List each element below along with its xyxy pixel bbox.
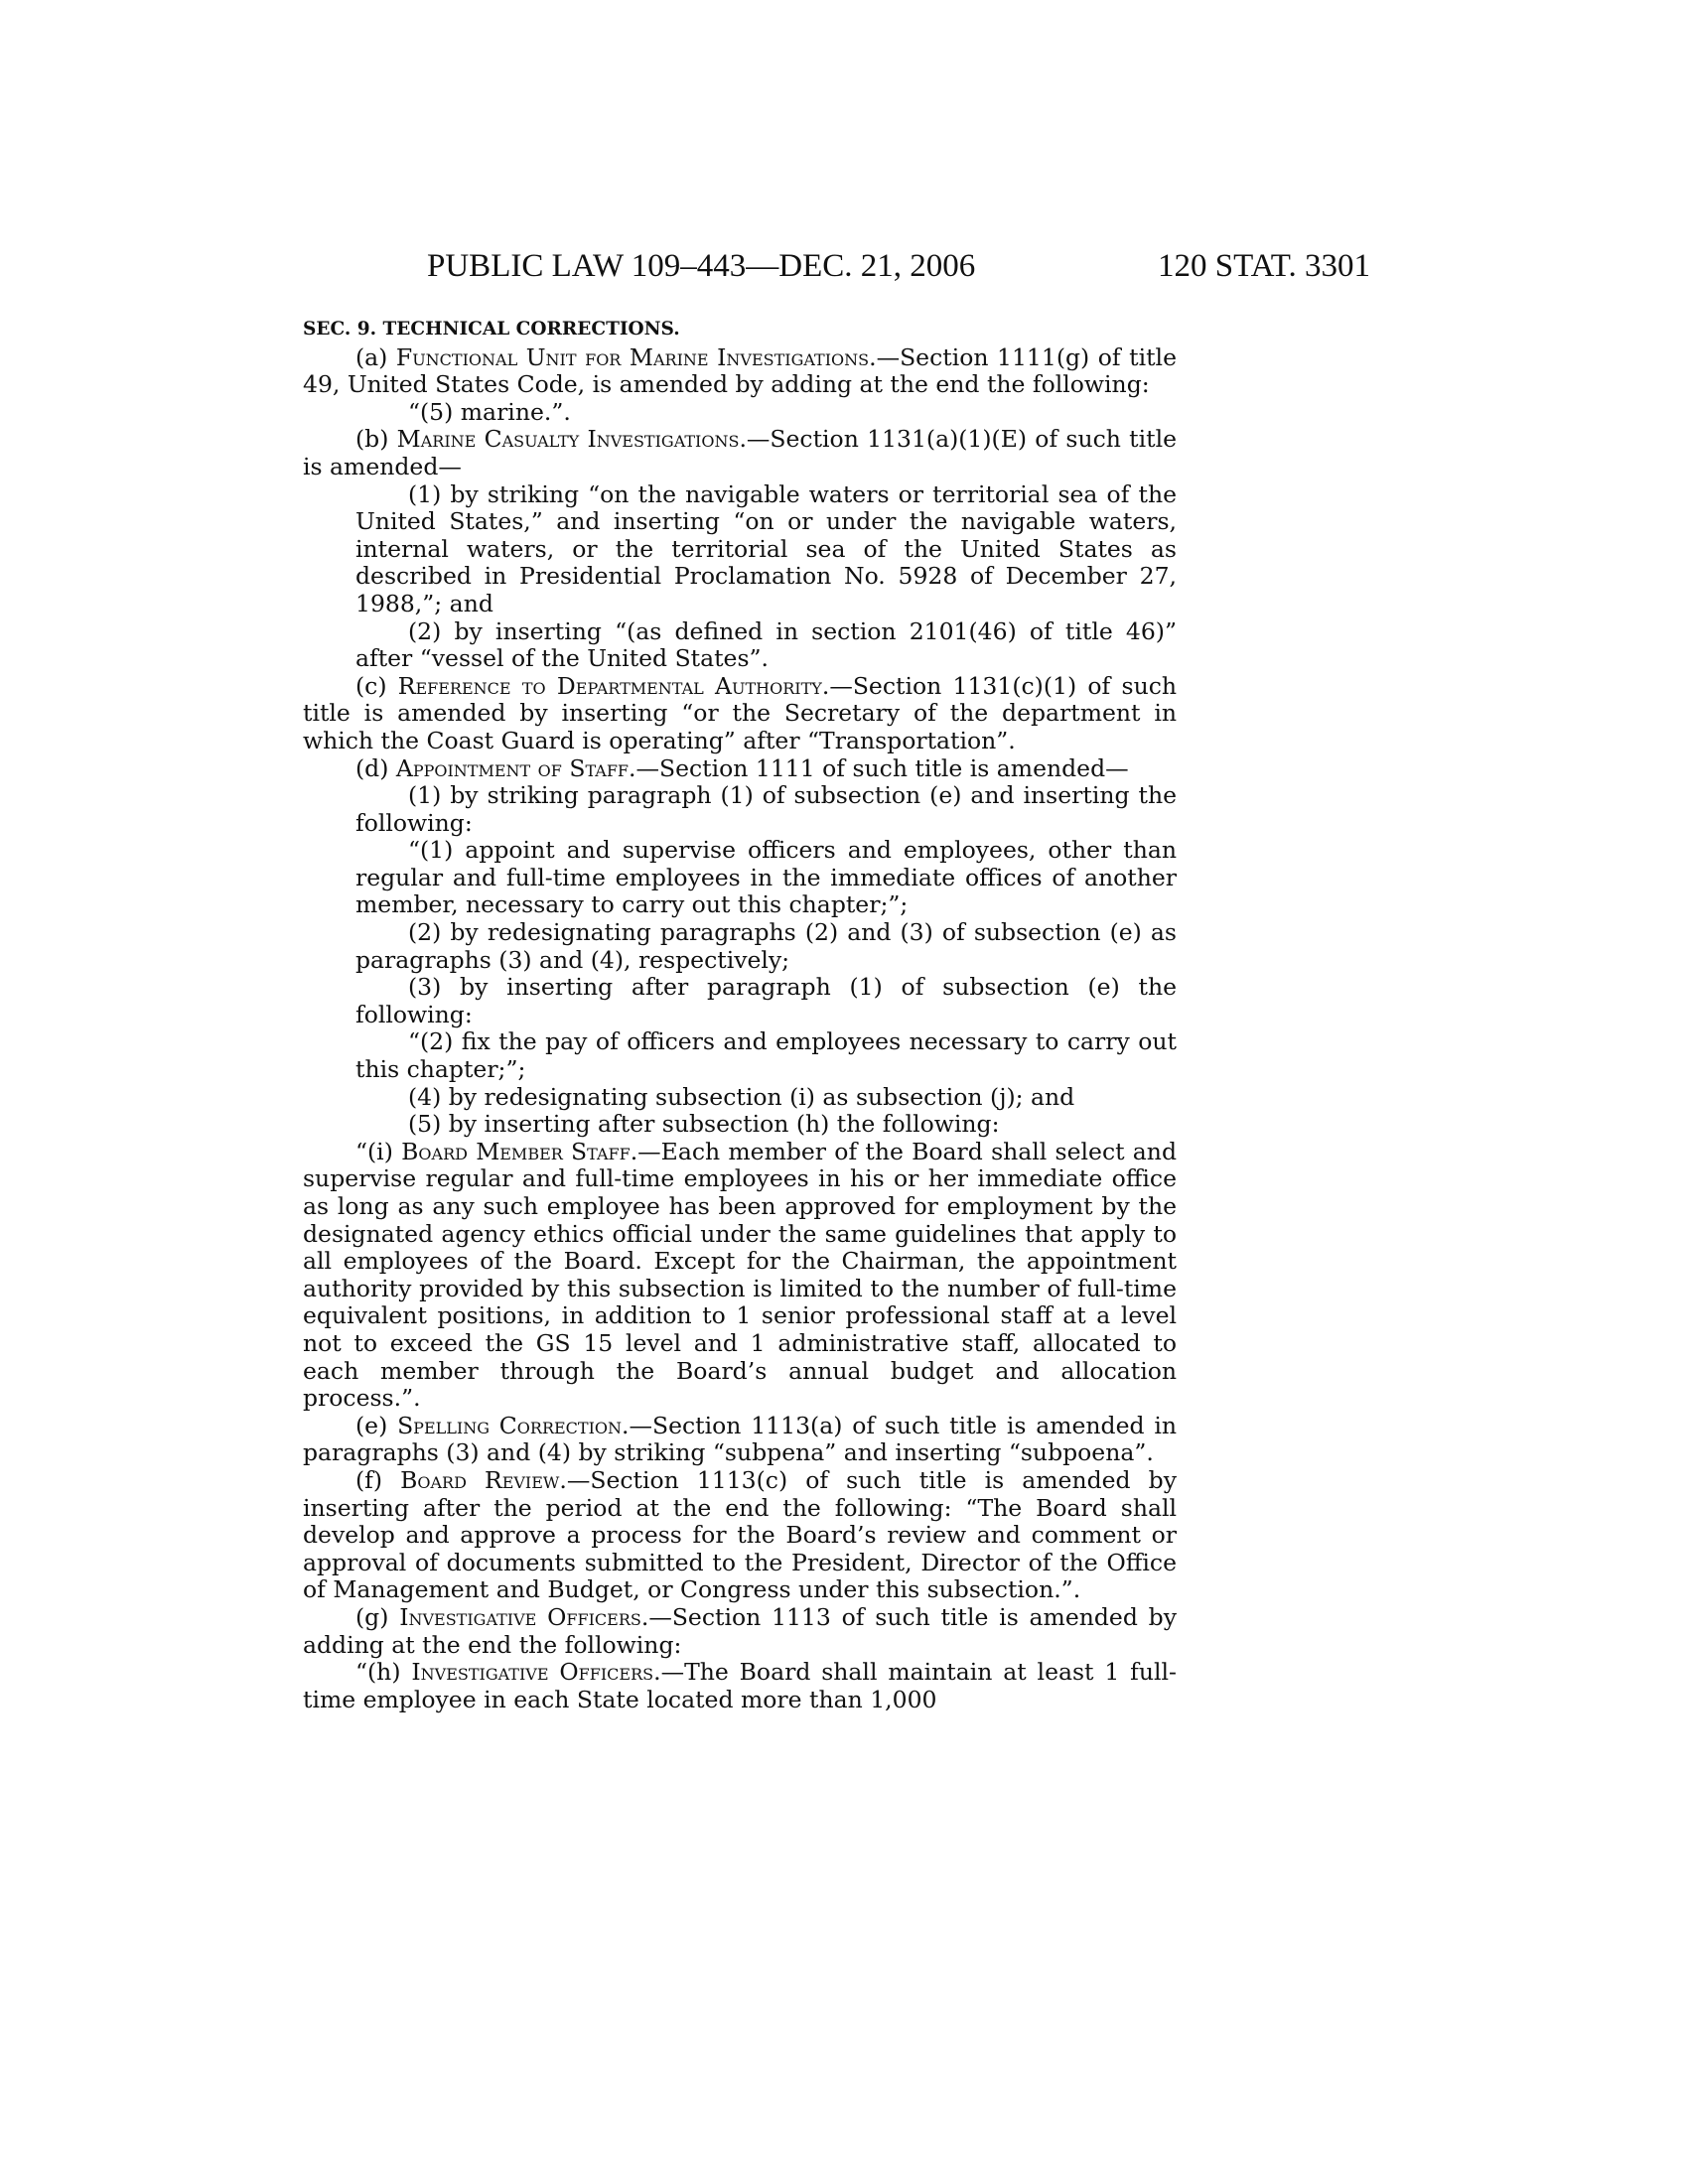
paragraph-caption: Appointment of Staff [395,753,630,782]
paragraph-text: “(5) marine.”. [408,397,571,426]
paragraph [303,1028,1177,1083]
paragraph [303,426,1177,480]
paragraph-text: (2) by inserting “(as defined in section 2101(46) of title 46)” after “vessel of the United States”. [355,616,1177,673]
paragraph-caption: Investigative Officers [399,1602,641,1631]
paragraph-text: (4) by redesignating subsection (i) as subsection (j); and [408,1082,1075,1111]
paragraph-designator: (e) [355,1411,398,1439]
paragraph-list [303,344,1177,1714]
paragraph [303,673,1177,755]
paragraph [303,974,1177,1028]
paragraph [303,1139,1177,1413]
paragraph-text: “(2) fix the pay of officers and employees necessary to carry out this chapter;”; [355,1027,1177,1084]
paragraph-caption: Board Review [400,1465,560,1494]
paragraph-caption: Investigative Officers [411,1658,654,1687]
paragraph [303,755,1177,783]
paragraph [303,618,1177,673]
paragraph-text: .—Each member of the Board shall select and supervise regular and full-time employees in his or her immediate office as long as any such employee has been approved for employment by the designated agency ethics official under the same guidelines that apply to all employees of the Board. Except for the Chairman, the appointment authority provided by this subsection is limited to the number of full-time equivalent positions, in addition to 1 senior professional staff at a level not to exceed the GS 15 level and 1 administrative staff, allocated to each member through the Board’s annual budget and allocation process.”. [303,1137,1177,1413]
paragraph-designator: (b) [355,425,397,454]
section-heading: SEC. 9. TECHNICAL CORRECTIONS. [303,319,680,340]
paragraph [303,837,1177,919]
paragraph [303,481,1177,618]
paragraph [303,782,1177,837]
paragraph-text: .—Section 1131(a)(1)(E) of such title is amended— [303,425,1177,480]
paragraph-text: (5) by inserting after subsection (h) the following: [408,1110,1000,1139]
paragraph-designator: “(h) [355,1658,412,1687]
paragraph-designator: (f) [355,1465,401,1494]
paragraph [303,1659,1177,1713]
paragraph-text: .—Section 1113(c) of such title is amended by inserting after the period at the end the following: “The Board shall develop and approve a process for the Board’s review and comment or approval of documents submitted to the President, Director of the Office of Management and Budget, or Congress under this subsection.”. [303,1465,1177,1604]
paragraph-text: .—The Board shall maintain at least 1 full-time employee in each State located more than 1,000 [303,1658,1177,1713]
statute-page-number: 120 STAT. 3301 [1157,248,1370,284]
paragraph-designator: (d) [355,753,396,782]
paragraph-text: (3) by inserting after paragraph (1) of subsection (e) the following: [355,973,1177,1028]
paragraph-text: .—Section 1111(g) of title 49, United States Code, is amended by adding at the end the following: [303,342,1177,399]
paragraph-text: .—Section 1111 of such title is amended— [629,753,1129,782]
paragraph-caption: Spelling Correction [397,1411,623,1439]
paragraph-text: “(1) appoint and supervise officers and employees, other than regular and full-time employees in the immediate offices of another member, necessary to carry out this chapter;”; [355,836,1177,919]
paragraph [303,1467,1177,1604]
paragraph [303,1413,1177,1467]
paragraph-caption: Marine Casualty Investigations [396,425,740,454]
paragraph [303,399,1177,427]
paragraph-text: .—Section 1113(a) of such title is amended in paragraphs (3) and (4) by striking “subpena” and inserting “subpoena”. [303,1411,1178,1467]
paragraph-designator: (c) [355,671,398,700]
paragraph-text: .—Section 1113 of such title is amended by adding at the end the following: [303,1602,1177,1659]
paragraph-text: (1) by striking “on the navigable waters or territorial sea of the United States,” and inserting “on or under the navigable waters, internal waters, or the territorial sea of the United States as described in Presidential Proclamation No. 5928 of December 27, 1988,”; and [355,479,1177,617]
paragraph-caption: Functional Unit for Marine Investigations [395,342,870,371]
paragraph-designator: “(i) [355,1137,402,1165]
paragraph-caption: Board Member Staff [401,1137,631,1165]
page-body [303,316,1177,1713]
paragraph [303,919,1177,974]
paragraph-text: .—Section 1131(c)(1) of such title is amended by inserting “or the Secretary of the department in which the Coast Guard is operating” after “Transportation”. [303,671,1178,754]
public-law-citation: PUBLIC LAW 109–443—DEC. 21, 2006 [427,248,976,284]
page-header [427,246,1370,286]
paragraph [303,344,1177,399]
paragraph-text: (2) by redesignating paragraphs (2) and (3) of subsection (e) as paragraphs (3) and (4), respectively; [355,918,1177,974]
paragraph-designator: (a) [355,342,396,371]
paragraph [303,1604,1177,1659]
paragraph [303,1111,1177,1139]
paragraph-text: (1) by striking paragraph (1) of subsection (e) and inserting the following: [355,781,1177,837]
paragraph [303,1084,1177,1112]
paragraph-designator: (g) [355,1602,400,1631]
paragraph-caption: Reference to Departmental Authority [397,671,822,700]
